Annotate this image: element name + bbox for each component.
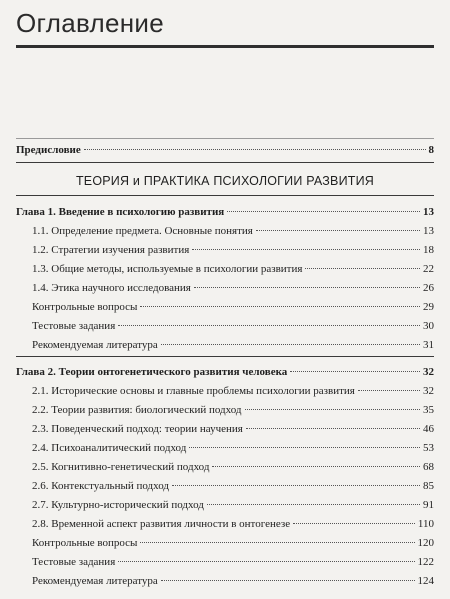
entry-title: Рекомендуемая литература (32, 339, 158, 351)
leader-dots (358, 390, 420, 391)
entry-title: 1.1. Определение предмета. Основные понятия (32, 225, 253, 237)
toc-entry[interactable] (16, 517, 434, 531)
entry-title: 2.2. Теории развития: биологический подход (32, 404, 242, 416)
toc-entry-chapter-1[interactable] (16, 205, 434, 219)
leader-dots (172, 485, 420, 486)
toc-entry[interactable] (16, 460, 434, 474)
entry-page: 13 (423, 225, 434, 237)
toc-entry[interactable] (16, 479, 434, 493)
leader-dots (227, 211, 420, 212)
toc-entry[interactable] (16, 319, 434, 333)
leader-dots (161, 580, 415, 581)
entry-title: 2.6. Контекстуальный подход (32, 480, 170, 492)
leader-dots (118, 561, 414, 562)
toc-entry[interactable] (16, 574, 434, 588)
entry-page: 22 (423, 263, 434, 275)
entry-page: 32 (423, 385, 434, 397)
toc-entry[interactable] (16, 498, 434, 512)
leader-dots (207, 504, 420, 505)
divider (16, 195, 434, 196)
toc-entry[interactable] (16, 555, 434, 569)
toc-entry-preface[interactable] (16, 143, 434, 157)
divider (16, 162, 434, 163)
entry-title: 2.1. Исторические основы и главные проблемы психологии развития (32, 385, 355, 397)
leader-dots (212, 466, 420, 467)
toc-entry[interactable] (16, 384, 434, 398)
entry-page: 13 (423, 206, 434, 218)
entry-page: 29 (423, 301, 434, 313)
leader-dots (305, 268, 420, 269)
entry-title: 2.3. Поведенческий подход: теории научения (32, 423, 243, 435)
entry-title: 2.8. Временной аспект развития личности в онтогенезе (32, 518, 291, 530)
leader-dots (161, 344, 420, 345)
entry-title: 1.3. Общие методы, используемые в психологии развития (32, 263, 303, 275)
toc-entry-chapter-2[interactable] (16, 365, 434, 379)
entry-page: 68 (423, 461, 434, 473)
entry-title: Предисловие (16, 144, 81, 156)
entry-page: 18 (423, 244, 434, 256)
entry-page: 91 (423, 499, 434, 511)
leader-dots (118, 325, 420, 326)
leader-dots (194, 287, 420, 288)
entry-title: Глава 2. Теории онтогенетического развития человека (16, 366, 288, 378)
leader-dots (189, 447, 420, 448)
toc-entry[interactable] (16, 224, 434, 238)
title-rule (16, 45, 434, 48)
toc-entry[interactable] (16, 422, 434, 436)
divider (16, 356, 434, 357)
entry-page: 122 (417, 556, 434, 568)
part-title: ТЕОРИЯ и ПРАКТИКА ПСИХОЛОГИИ РАЗВИТИЯ (75, 174, 375, 188)
toc-entry[interactable] (16, 536, 434, 550)
entry-title: Тестовые задания (32, 556, 116, 568)
entry-page: 31 (423, 339, 434, 351)
leader-dots (140, 306, 420, 307)
entry-title: 2.5. Когнитивно-генетический подход (32, 461, 210, 473)
divider (16, 138, 434, 139)
leader-dots (246, 428, 420, 429)
toc-entry[interactable] (16, 300, 434, 314)
toc-entry[interactable] (16, 281, 434, 295)
entry-page: 53 (423, 442, 434, 454)
toc-entry[interactable] (16, 403, 434, 417)
entry-page: 85 (423, 480, 434, 492)
leader-dots (84, 149, 426, 150)
toc-entry[interactable] (16, 441, 434, 455)
leader-dots (293, 523, 415, 524)
leader-dots (245, 409, 420, 410)
entry-page: 46 (423, 423, 434, 435)
entry-page: 8 (428, 144, 434, 156)
leader-dots (140, 542, 414, 543)
entry-title: 2.7. Культурно-исторический подход (32, 499, 204, 511)
entry-page: 124 (417, 575, 434, 587)
entry-page: 35 (423, 404, 434, 416)
leader-dots (192, 249, 420, 250)
toc-entry[interactable] (16, 243, 434, 257)
entry-title: 1.2. Стратегии изучения развития (32, 244, 190, 256)
entry-title: Тестовые задания (32, 320, 116, 332)
entry-page: 32 (423, 366, 434, 378)
entry-title: 1.4. Этика научного исследования (32, 282, 191, 294)
entry-title: Глава 1. Введение в психологию развития (16, 206, 225, 218)
entry-title: Контрольные вопросы (32, 537, 138, 549)
leader-dots (256, 230, 420, 231)
entry-page: 110 (417, 518, 434, 530)
entry-title: Контрольные вопросы (32, 301, 138, 313)
toc-entry[interactable] (16, 338, 434, 352)
entry-page: 26 (423, 282, 434, 294)
entry-page: 30 (423, 320, 434, 332)
leader-dots (290, 371, 420, 372)
page-title: Оглавление (16, 8, 164, 38)
entry-title: Рекомендуемая литература (32, 575, 158, 587)
entry-page: 120 (417, 537, 434, 549)
toc-entry[interactable] (16, 262, 434, 276)
entry-title: 2.4. Психоаналитический подход (32, 442, 187, 454)
